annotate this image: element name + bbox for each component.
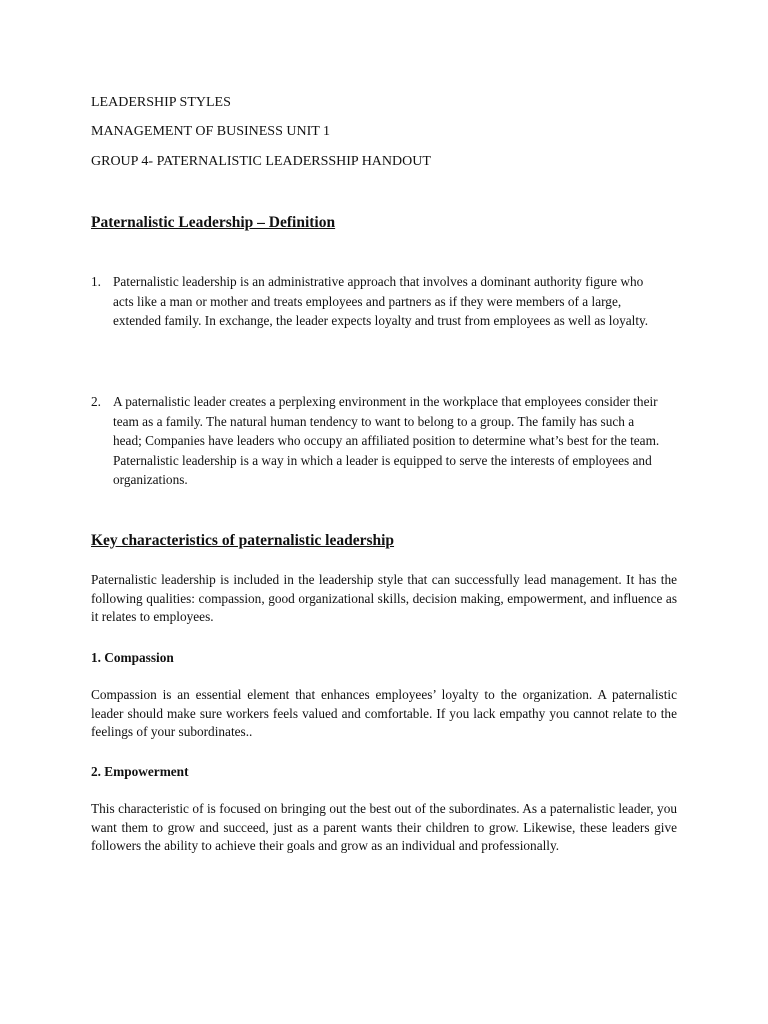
compassion-text: Compassion is an essential element that enhances employees’ loyalty to the organization. A paternalistic leader should make sure workers feels valued and comfortable. If you lack empathy you cannot relate to the feelings of your subordinates.. xyxy=(91,687,677,739)
header-group: GROUP 4- PATERNALISTIC LEADERSSHIP HANDOUT xyxy=(91,154,431,169)
list-number: 2. xyxy=(91,394,101,409)
characteristics-heading: Key characteristics of paternalistic leadership xyxy=(91,532,395,549)
list-number: 1. xyxy=(91,274,101,289)
characteristics-intro: Paternalistic leadership is included in the leadership style that can successfully lead management. It has the following qualities: compassion, good organizational skills, decision making, empowerment, and influence as it relates to employees. xyxy=(91,572,677,624)
header-title: LEADERSHIP STYLES xyxy=(91,95,231,110)
empowerment-text: This characteristic of is focused on bringing out the best out of the subordinates. As a paternalistic leader, you want them to grow and succeed, just as a parent wants their children to grow. Likewise, these leaders give followers the ability to achieve their goals and grow as an individual and professionally. xyxy=(91,801,677,853)
header-course: MANAGEMENT OF BUSINESS UNIT 1 xyxy=(91,124,331,139)
definition-heading: Paternalistic Leadership – Definition xyxy=(91,214,336,231)
empowerment-title: 2. Empowerment xyxy=(91,764,189,779)
list-item-text: Paternalistic leadership is an administrative approach that involves a dominant authority figure who acts like a man or mother and treats employees and partners as if they were members of a large, extended family. In exchange, the leader expects loyalty and trust from employees as well as loyalty. xyxy=(113,274,649,328)
compassion-title: 1. Compassion xyxy=(91,650,174,665)
list-item-text: A paternalistic leader creates a perplexing environment in the workplace that employees consider their team as a family. The natural human tendency to want to belong to a group. The family has such a head; Companies have leaders who occupy an affiliated position to determine what’s best for the team. Paternalistic leadership is a way in which a leader is equipped to serve the interests of employees and organizations. xyxy=(113,394,660,487)
definition-item-2 xyxy=(91,392,661,490)
definition-item-1 xyxy=(91,272,661,331)
